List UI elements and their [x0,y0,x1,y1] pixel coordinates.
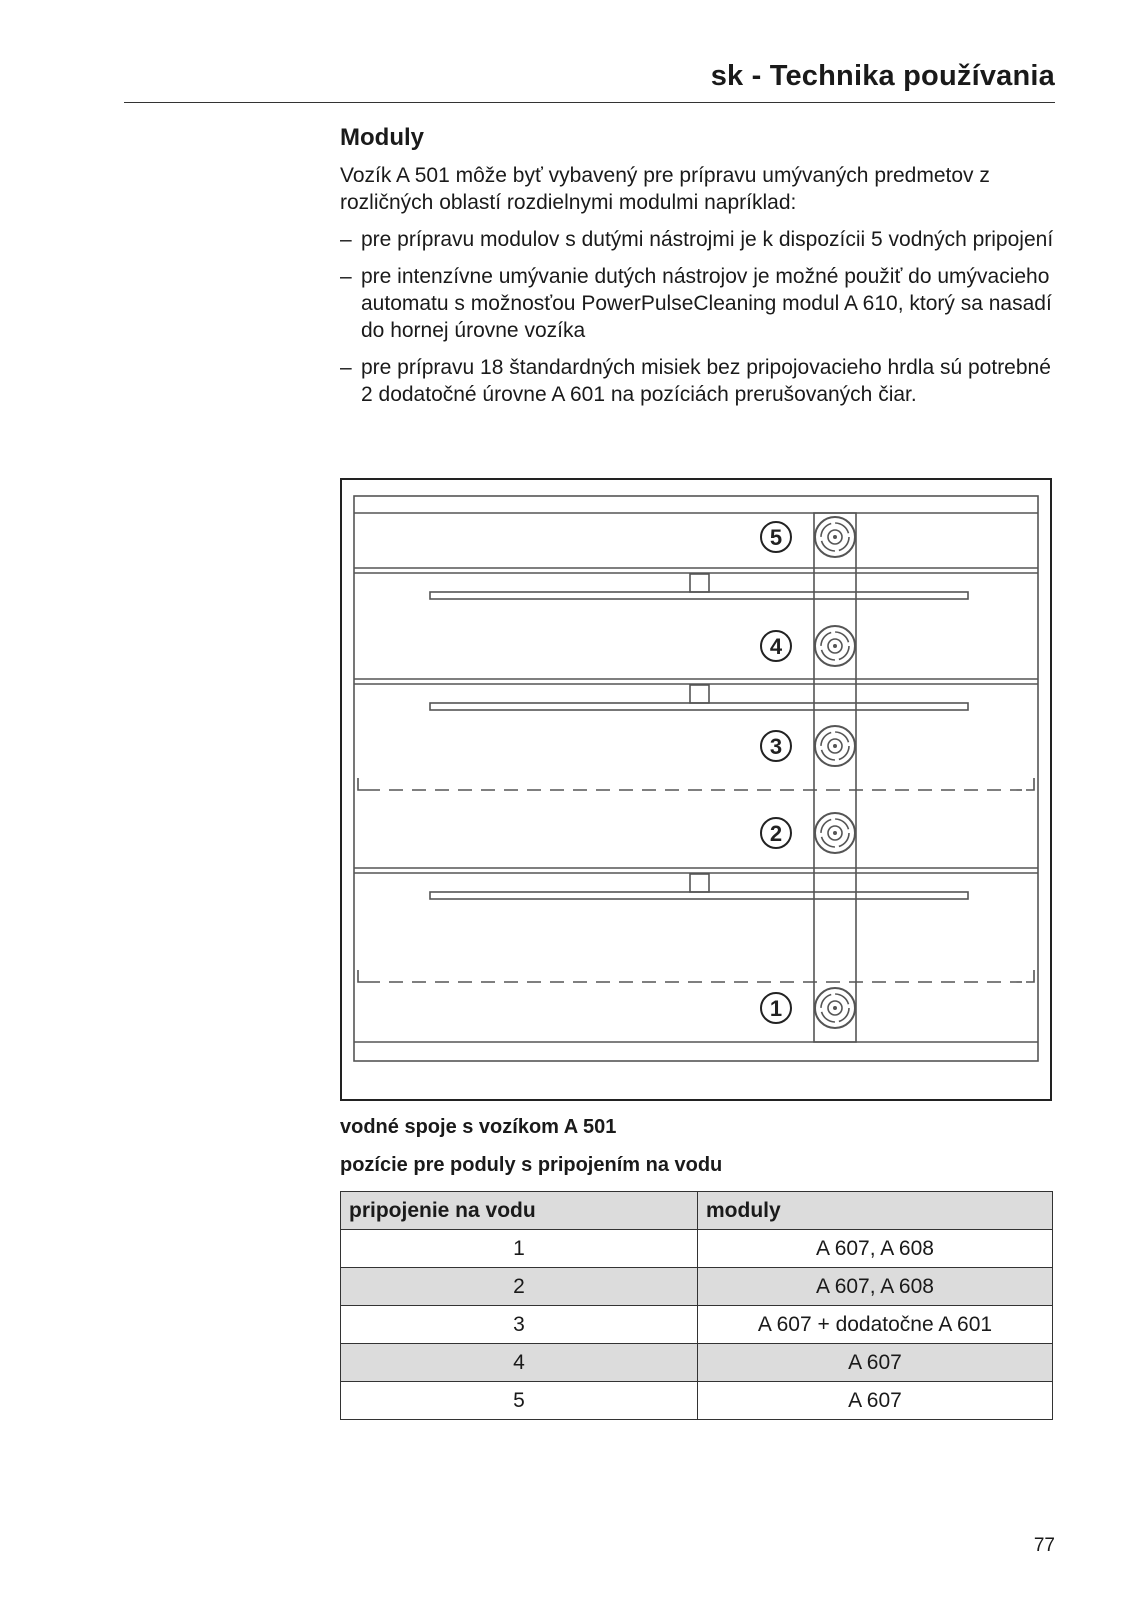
intro-paragraph: Vozík A 501 môže byť vybavený pre prípravu umývaných predmetov z rozličných oblastí rozdielnymi modulmi napríklad: [340,164,990,214]
level-shelf [430,703,968,710]
cart-frame [354,496,1038,1061]
level-shelf [430,892,968,899]
optional-level-hook [1026,970,1034,982]
water-connector [761,726,855,766]
table-cell-connection: 2 [341,1268,698,1306]
connector-label-number: 4 [769,634,783,659]
page-number: 77 [1033,1535,1055,1556]
table-cell-modules: A 607 [698,1382,1053,1420]
connector-center [833,535,837,539]
bullet-dash: – [340,228,352,251]
column-header-modules: moduly [698,1192,1053,1230]
column-header-water-connection: pripojenie na vodu [341,1192,698,1230]
optional-level-hook [358,778,366,790]
connector-center [833,744,837,748]
table-cell-connection: 1 [341,1230,698,1268]
bullet-item [340,263,1056,344]
header-rule [124,102,1055,103]
connector-center [833,1006,837,1010]
table-header-row [341,1192,1053,1230]
table-cell-connection: 5 [341,1382,698,1420]
bullet-dash: – [340,356,352,379]
level-shelf [430,592,968,599]
water-connector [761,813,855,853]
bullet-text: pre prípravu 18 štandardných misiek bez pripojovacieho hrdla sú potrebné 2 dodatočné úrovne A 601 na pozíciách prerušovaných čiar. [361,356,1051,406]
table-cell-connection: 4 [341,1344,698,1382]
figure-caption: vodné spoje s vozíkom A 501 [340,1116,617,1138]
cart-diagram-svg [342,480,1050,1099]
optional-levels [358,778,1034,982]
cart-diagram [340,478,1052,1101]
table-row [341,1382,1053,1420]
table-cell-connection: 3 [341,1306,698,1344]
connector-center [833,831,837,835]
connector-label-number: 5 [769,525,783,550]
optional-level-hook [1026,778,1034,790]
bullet-text: pre intenzívne umývanie dutých nástrojov je možné použiť do umývacieho automatu s možnosťou PowerPulseCleaning modul A 610, ktorý sa nasadí do hornej úrovne vozíka [361,265,1052,342]
page-header-title: sk - Technika používania [710,60,1055,92]
bullet-item [340,226,1056,253]
water-connector [761,517,855,557]
level-bracket [690,574,709,592]
bullet-item [340,354,1056,408]
water-connector [761,626,855,666]
table-cell-modules: A 607, A 608 [698,1268,1053,1306]
bullet-text: pre prípravu modulov s dutými nástrojmi je k dispozícii 5 vodných pripojení [361,228,1054,251]
table-row [341,1306,1053,1344]
water-connector [761,988,855,1028]
connector-label-number: 3 [769,734,783,759]
bullet-dash: – [340,265,352,288]
table-row [341,1230,1053,1268]
level-bracket [690,874,709,892]
level-bracket [690,685,709,703]
table-caption: pozície pre poduly s pripojením na vodu [340,1154,723,1176]
section-title: Moduly [340,124,424,151]
modules-table [340,1191,1053,1420]
connector-label-number: 2 [769,821,783,846]
table-cell-modules: A 607, A 608 [698,1230,1053,1268]
table-row [341,1344,1053,1382]
table-row [341,1268,1053,1306]
table-cell-modules: A 607 [698,1344,1053,1382]
connector-label-number: 1 [769,996,783,1021]
table-cell-modules: A 607 + dodatočne A 601 [698,1306,1053,1344]
connector-center [833,644,837,648]
section-content [340,124,1056,418]
optional-level-hook [358,970,366,982]
bullet-list [340,226,1056,408]
